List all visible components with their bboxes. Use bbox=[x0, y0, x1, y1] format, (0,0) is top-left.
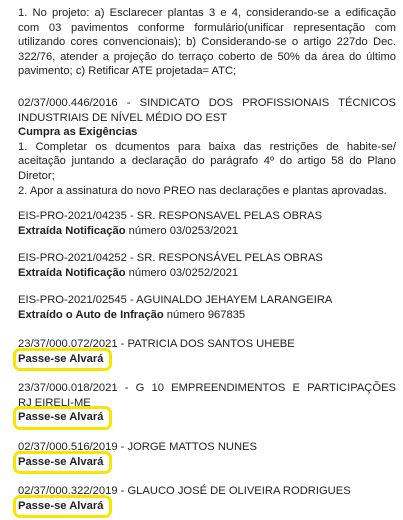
entry-eis-02545 bbox=[18, 293, 396, 322]
text-line: aceitação juntando a declaração do parágrafo 4º do artigo 58 do Plano bbox=[18, 155, 396, 168]
text-line: pavimento; c) Retificar ATE projetada= ATC; bbox=[18, 65, 237, 78]
entry-alvara-018 bbox=[18, 381, 396, 425]
entry-title: EIS-PRO-2021/02545 - AGUINALDO JEHAYEM LARANGEIRA bbox=[18, 294, 333, 306]
text-line: 322/76, atender a projeção do terraço coberto de 50% da área do último bbox=[18, 50, 396, 63]
entry-title: EIS-PRO-2021/04252 - SR. RESPONSÁVEL PELAS OBRAS bbox=[18, 252, 323, 264]
entry-title-cont: RJ EIRELI-ME bbox=[18, 396, 91, 409]
text-line: 2. Apor a assinatura do novo PREO nas declarações e plantas aprovadas. bbox=[18, 184, 387, 197]
highlighted-alvara-label: Passe-se Alvará bbox=[18, 455, 104, 468]
highlighted-alvara-label: Passe-se Alvará bbox=[18, 411, 104, 424]
entry-sindicato bbox=[18, 96, 396, 198]
highlighted-alvara-label: Passe-se Alvará bbox=[18, 499, 104, 512]
entry-title: 02/37/000.516/2019 - JORGE MATTOS NUNES bbox=[18, 441, 257, 453]
entry-status bbox=[18, 224, 396, 239]
entry-eis-04252 bbox=[18, 251, 396, 280]
status-value: número 967835 bbox=[163, 308, 246, 321]
entry-title: 02/37/000.322/2019 - GLAUCO JOSÉ DE OLIVEIRA RODRIGUES bbox=[18, 485, 351, 497]
status-value: número 03/0253/2021 bbox=[125, 224, 239, 237]
text-line: com 03 pavimentos conforme formulário(unificar representação com bbox=[18, 21, 396, 34]
entry-status bbox=[18, 499, 396, 514]
entry-title: 23/37/000.072/2021 - PATRICIA DOS SANTOS UHEBE bbox=[18, 338, 295, 350]
entry-status bbox=[18, 266, 396, 281]
status-label: Extraída Notificação bbox=[18, 224, 126, 237]
text-line: 1. No projeto: a) Esclarecer plantas 3 e 4, considerando-se a edificação bbox=[18, 7, 396, 19]
entry-title-cont: INDUSTRIAIS DE NÍVEL MÉDIO DO EST bbox=[18, 111, 228, 124]
entry-status bbox=[18, 410, 396, 425]
status-label: Extraído o Auto de Infração bbox=[18, 308, 164, 321]
entry-alvara-516 bbox=[18, 440, 396, 469]
intro-requirements bbox=[18, 6, 396, 79]
entry-eis-04235 bbox=[18, 209, 396, 238]
entry-title: 02/37/000.446/2016 - SINDICATO DOS PROFISSIONAIS TÉCNICOS bbox=[18, 97, 396, 109]
text-line: 1. Completar os dcumentos para baixa das restrições de habite-se/ bbox=[18, 140, 396, 153]
text-line: Diretor; bbox=[18, 169, 55, 182]
entry-status bbox=[18, 455, 396, 470]
highlighted-alvara-label: Passe-se Alvará bbox=[18, 352, 104, 365]
entry-title: EIS-PRO-2021/04235 - SR. RESPONSAVEL PELAS OBRAS bbox=[18, 210, 323, 222]
entry-status bbox=[18, 308, 396, 323]
status-value: número 03/0252/2021 bbox=[125, 266, 239, 279]
entry-heading: Cumpra as Exigências bbox=[18, 126, 138, 139]
entry-title: 23/37/000.018/2021 - G 10 EMPREENDIMENTOS E PARTICIPAÇÕES bbox=[18, 382, 396, 394]
entry-status bbox=[18, 352, 396, 367]
text-line: utilizando cores convencionais); b) Considerando-se o artigo 227do Dec. bbox=[18, 36, 396, 49]
entry-alvara-322 bbox=[18, 484, 396, 513]
entry-alvara-072 bbox=[18, 337, 396, 366]
status-label: Extraída Notificação bbox=[18, 266, 126, 279]
